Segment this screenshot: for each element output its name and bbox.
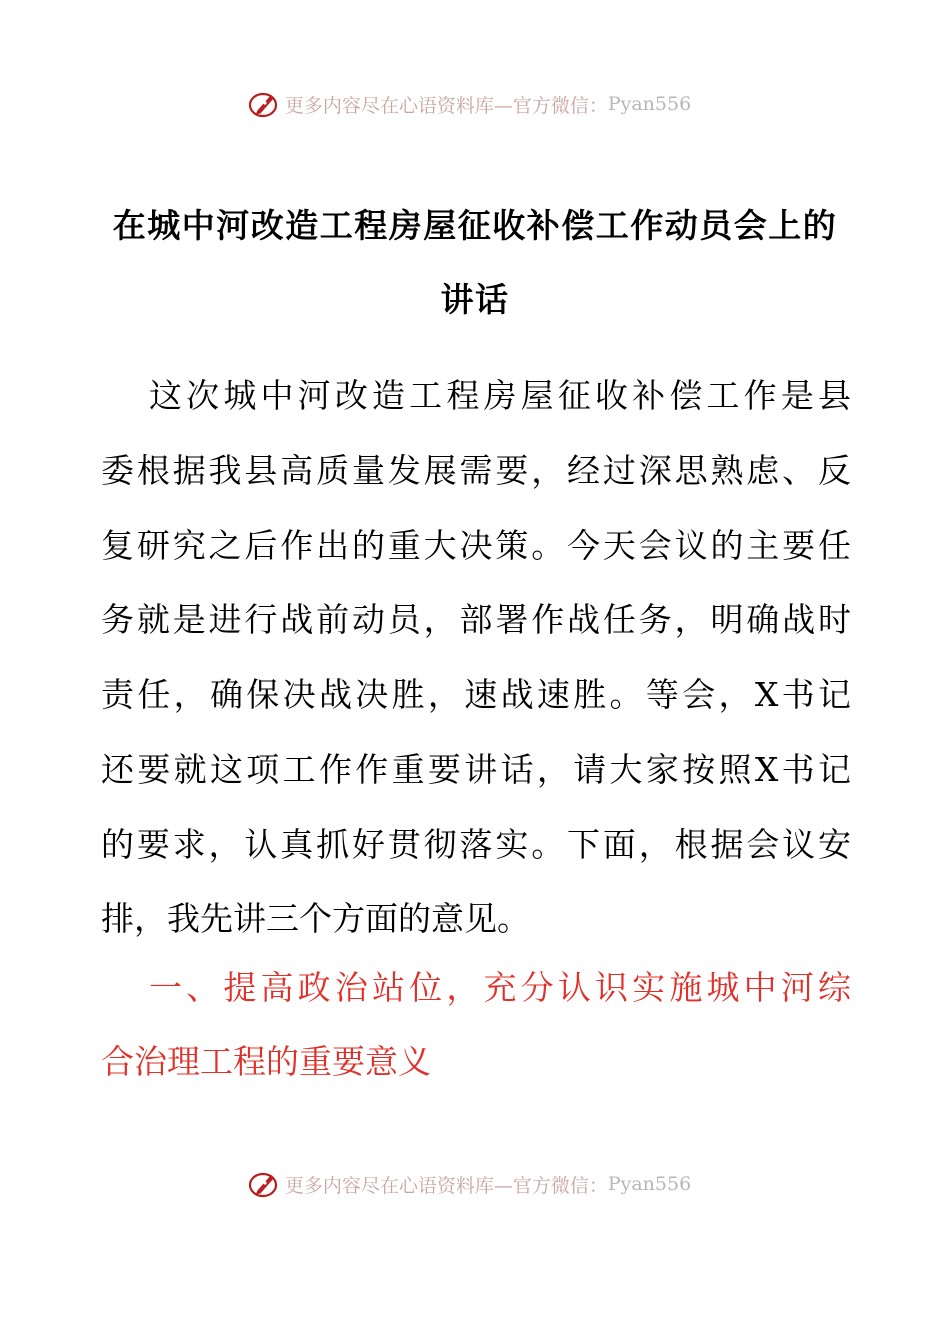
section-heading-line-1: 一、提高政治站位，充分认识实施城中河综 (149, 968, 851, 1007)
watermark-wechat-id: Pyan556 (607, 93, 692, 115)
pen-nib-circle-icon (247, 89, 281, 119)
body-line: 这次城中河改造工程房屋征收补偿工作是县 (149, 376, 851, 415)
body-line: 复研究之后作出的重大决策。今天会议的主要任 (101, 526, 851, 565)
body-line: 的要求，认真抓好贯彻落实。下面，根据会议安 (101, 825, 851, 864)
body-line: 委根据我县高质量发展需要，经过深思熟虑、反 (101, 451, 851, 490)
pen-nib-circle-icon (247, 1169, 281, 1199)
header-watermark (0, 82, 950, 126)
body-line: 排，我先讲三个方面的意见。 (101, 899, 530, 938)
watermark-text: 更多内容尽在心语资料库—官方微信： (284, 94, 608, 117)
body-line: 责任，确保决战决胜，速战速胜。等会，X书记 (101, 675, 851, 714)
document-title-line-1: 在城中河改造工程房屋征收补偿工作动员会上的 (112, 206, 838, 245)
watermark-text: 更多内容尽在心语资料库—官方微信： (284, 1174, 608, 1197)
watermark-wechat-id: Pyan556 (607, 1173, 692, 1195)
document-title-line-2: 讲话 (440, 280, 510, 319)
body-line: 务就是进行战前动员，部署作战任务，明确战时 (101, 600, 851, 639)
body-line: 还要就这项工作作重要讲话，请大家按照X书记 (101, 750, 851, 789)
section-heading-line-2: 合治理工程的重要意义 (101, 1042, 431, 1081)
footer-watermark (0, 1162, 950, 1206)
